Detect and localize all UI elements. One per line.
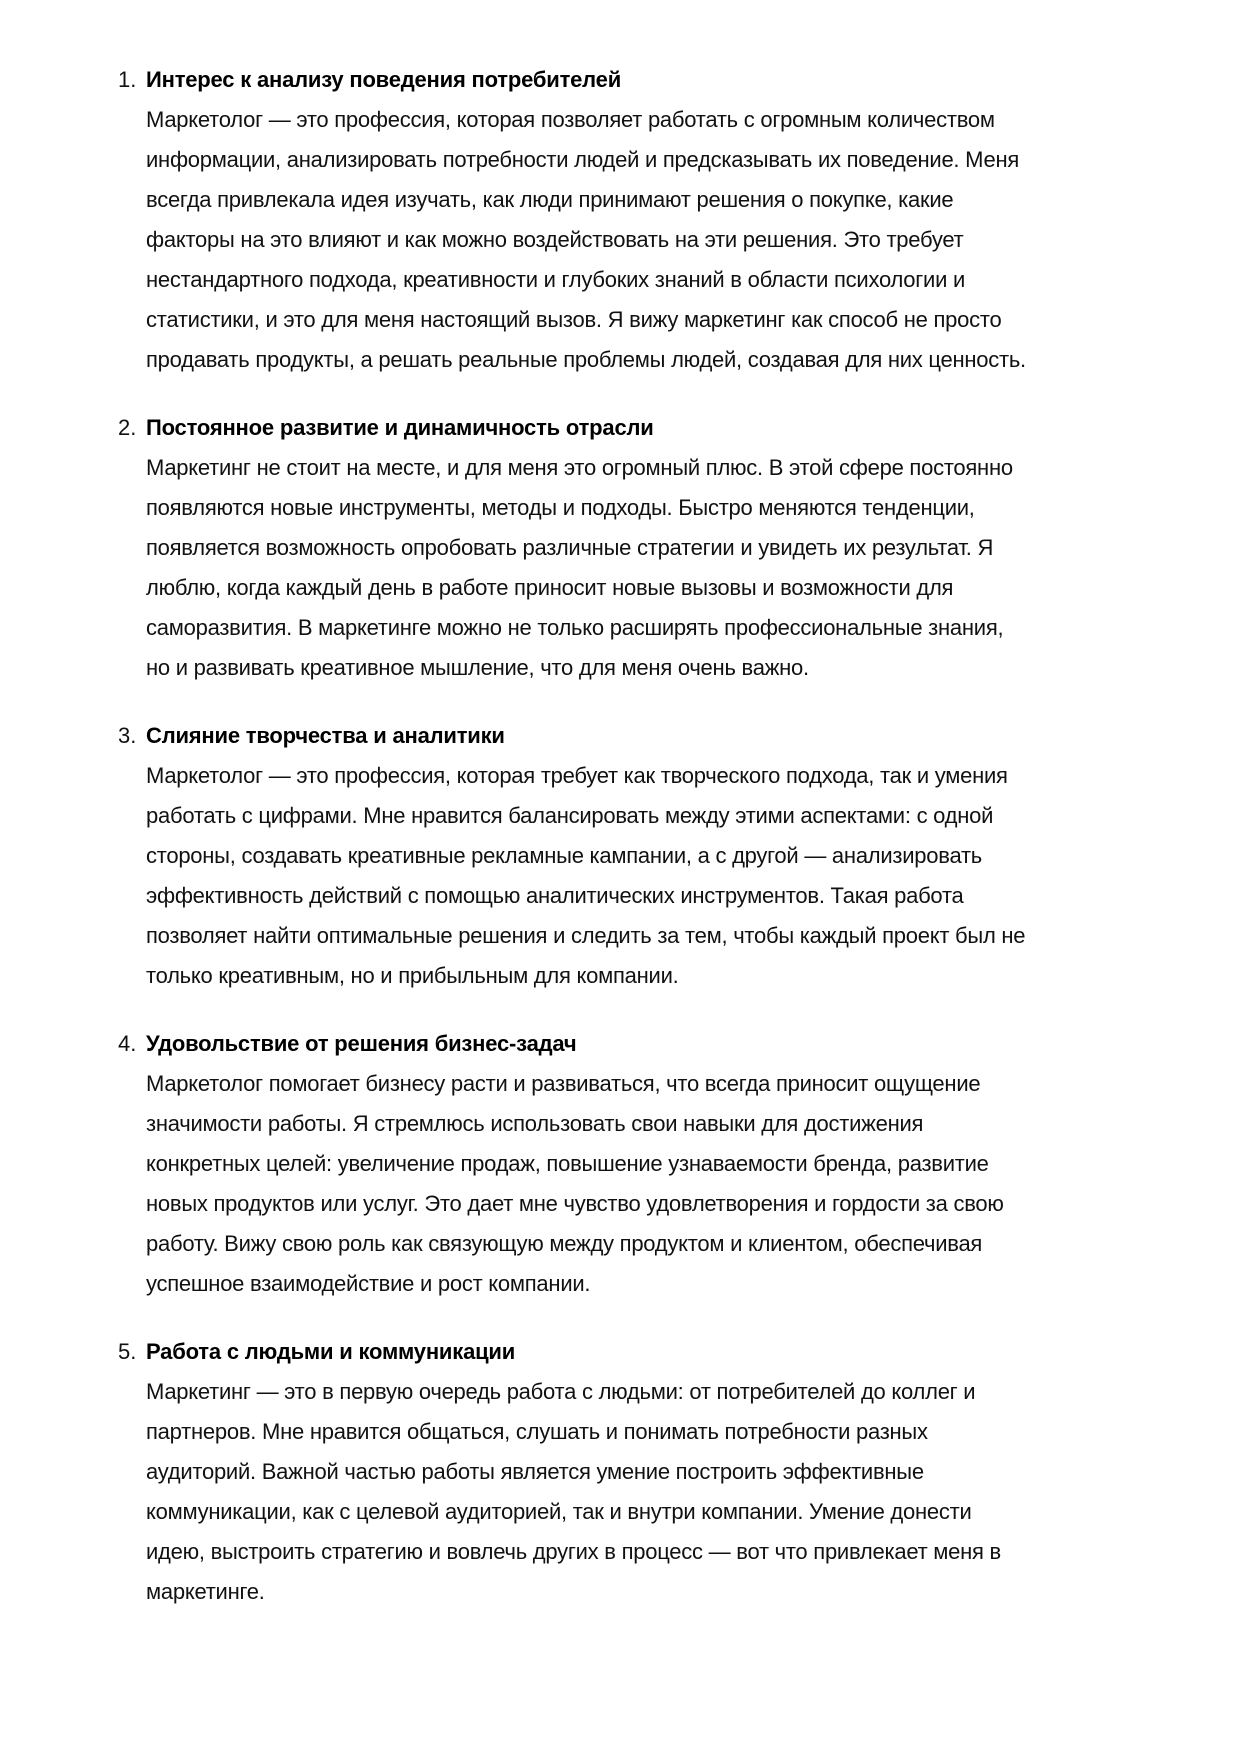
body-line: позволяет найти оптимальные решения и следить за тем, чтобы каждый проект был не (146, 923, 1026, 948)
body-line: новых продуктов или услуг. Это дает мне чувство удовлетворения и гордости за свою (146, 1191, 1004, 1216)
body-line: саморазвития. В маркетинге можно не только расширять профессиональные знания, (146, 615, 1004, 640)
list-item-title: Удовольствие от решения бизнес-задач (146, 1031, 577, 1056)
body-line: всегда привлекала идея изучать, как люди принимают решения о покупке, какие (146, 187, 954, 212)
list-item-number: 2. (118, 415, 137, 440)
body-line: партнеров. Мне нравится общаться, слушать и понимать потребности разных (146, 1419, 928, 1444)
list-item-number: 3. (118, 723, 137, 748)
body-line: коммуникации, как с целевой аудиторией, так и внутри компании. Умение донести (146, 1499, 972, 1524)
list-item-body (146, 1372, 1168, 1612)
list-item (118, 60, 1168, 380)
list-item-body (146, 756, 1168, 996)
body-line: Маркетолог — это профессия, которая требует как творческого подхода, так и умения (146, 763, 1008, 788)
body-line: продавать продукты, а решать реальные проблемы людей, создавая для них ценность. (146, 347, 1026, 372)
body-line: эффективность действий с помощью аналитических инструментов. Такая работа (146, 883, 964, 908)
body-line: статистики, и это для меня настоящий вызов. Я вижу маркетинг как способ не просто (146, 307, 1002, 332)
body-line: появляются новые инструменты, методы и подходы. Быстро меняются тенденции, (146, 495, 975, 520)
body-line: работу. Вижу свою роль как связующую между продуктом и клиентом, обеспечивая (146, 1231, 983, 1256)
body-line: Маркетолог — это профессия, которая позволяет работать с огромным количеством (146, 107, 995, 132)
body-line: маркетинге. (146, 1579, 265, 1604)
list-item (118, 408, 1168, 688)
list-item-title: Интерес к анализу поведения потребителей (146, 67, 622, 92)
body-line: люблю, когда каждый день в работе приносит новые вызовы и возможности для (146, 575, 954, 600)
body-line: Маркетинг — это в первую очередь работа с людьми: от потребителей до коллег и (146, 1379, 976, 1404)
body-line: аудиторий. Важной частью работы является умение построить эффективные (146, 1459, 924, 1484)
body-line: нестандартного подхода, креативности и глубоких знаний в области психологии и (146, 267, 966, 292)
list-item-number: 1. (118, 67, 137, 92)
list-item-title: Постоянное развитие и динамичность отрасли (146, 415, 654, 440)
body-line: Маркетинг не стоит на месте, и для меня это огромный плюс. В этой сфере постоянно (146, 455, 1013, 480)
body-line: стороны, создавать креативные рекламные кампании, а с другой — анализировать (146, 843, 983, 868)
list-item-body (146, 100, 1168, 380)
body-line: успешное взаимодействие и рост компании. (146, 1271, 591, 1296)
body-line: работать с цифрами. Мне нравится балансировать между этими аспектами: с одной (146, 803, 994, 828)
list-item-number: 5. (118, 1339, 137, 1364)
list-item-number: 4. (118, 1031, 137, 1056)
body-line: информации, анализировать потребности людей и предсказывать их поведение. Меня (146, 147, 1020, 172)
body-line: появляется возможность опробовать различные стратегии и увидеть их результат. Я (146, 535, 994, 560)
list-item-body (146, 448, 1168, 688)
list-item-body (146, 1064, 1168, 1304)
body-line: факторы на это влияют и как можно воздействовать на эти решения. Это требует (146, 227, 964, 252)
reasons-list (118, 60, 1168, 1640)
body-line: идею, выстроить стратегию и вовлечь других в процесс — вот что привлекает меня в (146, 1539, 1001, 1564)
body-line: Маркетолог помогает бизнесу расти и развиваться, что всегда приносит ощущение (146, 1071, 981, 1096)
list-item (118, 716, 1168, 996)
list-item (118, 1024, 1168, 1304)
list-item (118, 1332, 1168, 1612)
list-item-title: Слияние творчества и аналитики (146, 723, 505, 748)
body-line: только креативным, но и прибыльным для компании. (146, 963, 679, 988)
list-item-title: Работа с людьми и коммуникации (146, 1339, 516, 1364)
body-line: конкретных целей: увеличение продаж, повышение узнаваемости бренда, развитие (146, 1151, 989, 1176)
body-line: но и развивать креативное мышление, что для меня очень важно. (146, 655, 809, 680)
body-line: значимости работы. Я стремлюсь использовать свои навыки для достижения (146, 1111, 924, 1136)
